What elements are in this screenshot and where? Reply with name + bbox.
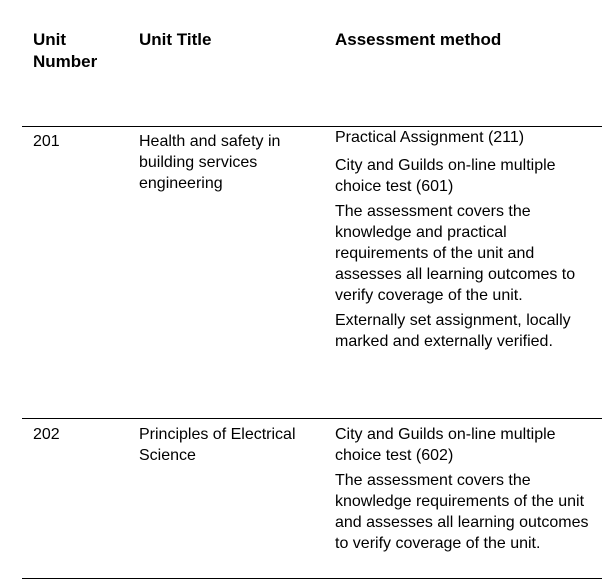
assessment-paragraph: The assessment covers the knowledge requirements of the unit and assesses all learning outcomes to verify coverage of the unit. [335, 472, 589, 552]
assessment-paragraph: Practical Assignment (211) [335, 129, 525, 146]
row-202-unit-number: 202 [33, 426, 60, 443]
assessment-paragraph: The assessment covers the knowledge and practical requirements of the unit and assesses all learning outcomes to verify coverage of the unit. [335, 203, 576, 304]
row-201-unit-number: 201 [33, 133, 60, 150]
row-202-assessment-method [335, 424, 597, 558]
assessment-paragraph: City and Guilds on-line multiple choice test (602) [335, 426, 556, 464]
row-divider [22, 578, 602, 579]
assessment-paragraph: City and Guilds on-line multiple choice test (601) [335, 157, 556, 195]
row-201-unit-title: Health and safety in building services engineering [139, 133, 281, 192]
header-unit-title: Unit Title [139, 30, 212, 49]
row-divider [22, 418, 602, 419]
row-202-unit-title: Principles of Electrical Science [139, 426, 296, 464]
row-201-assessment-method [335, 127, 597, 356]
assessment-paragraph: Externally set assignment, locally marked and externally verified. [335, 312, 571, 350]
header-unit-number: Unit Number [33, 30, 98, 71]
header-assessment-method: Assessment method [335, 30, 502, 49]
